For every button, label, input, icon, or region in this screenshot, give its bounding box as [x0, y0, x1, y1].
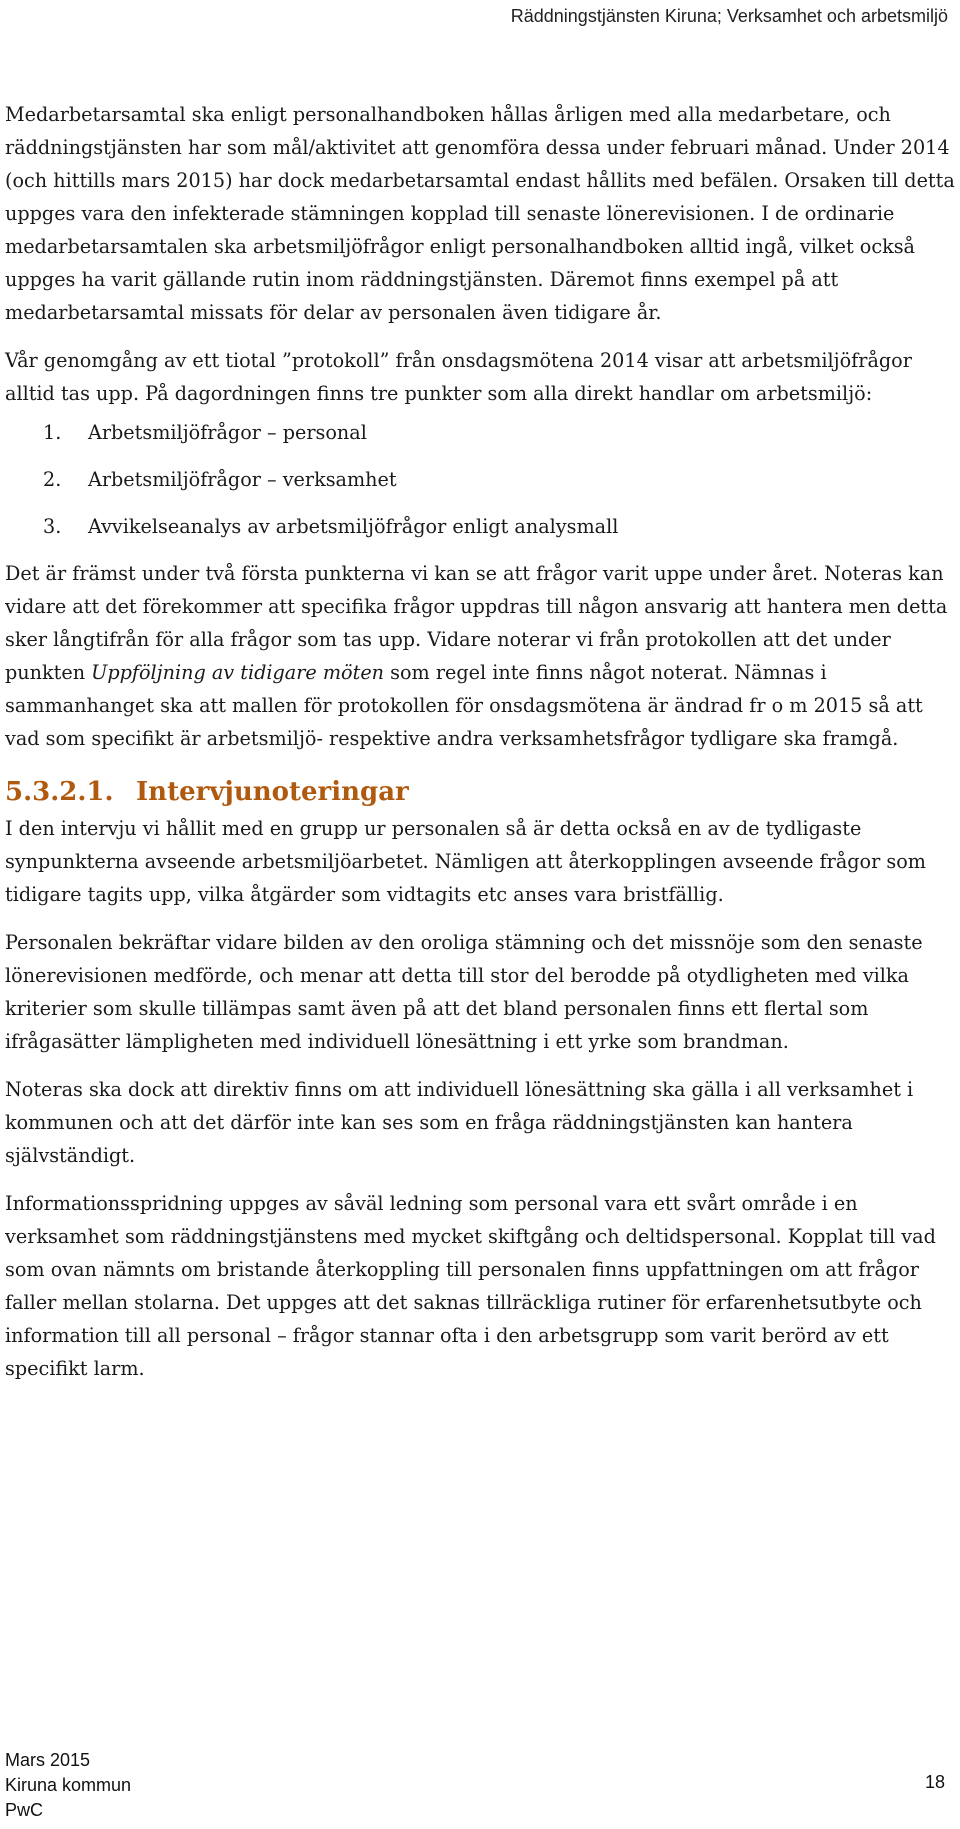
- list-item: [5, 510, 955, 557]
- paragraph-informationsspridning: Informationsspridning uppges av såväl ledning som personal vara ett svårt område i en verksamhet som räddningstjänstens med mycket skiftgång och deltidspersonal. Kopplat till vad som ovan nämnts om bristande återkoppling till personalen finns uppfattningen om att frågor faller mellan stolarna. Det uppges att det saknas tillräckliga rutiner för erfarenhetsutbyte och information till all personal – frågor stannar ofta i den arbetsgrupp som varit berörd av ett specifikt larm.: [5, 1192, 936, 1380]
- list-item-number: 3.: [43, 515, 62, 538]
- paragraph-intervju: I den intervju vi hållit med en grupp ur personalen så är detta också en av de tydligaste synpunkterna avseende arbetsmiljöarbetet. Nämligen att återkopplingen avseende frågor som tidigare tagits upp, vilka åtgärder som vidtagits etc anses vara bristfällig.: [5, 817, 926, 906]
- italic-term: Uppföljning av tidigare möten: [91, 661, 385, 684]
- footer-date: Mars 2015: [5, 1750, 91, 1770]
- list-item-text: Avvikelseanalys av arbetsmiljöfrågor enligt analysmall: [88, 515, 619, 538]
- footer: [5, 1748, 131, 1823]
- list-item: [5, 463, 955, 510]
- list-item: [5, 416, 955, 463]
- footer-client: Kiruna kommun: [5, 1775, 132, 1795]
- list-item-text: Arbetsmiljöfrågor – verksamhet: [88, 468, 397, 491]
- list-item-text: Arbetsmiljöfrågor – personal: [88, 421, 367, 444]
- document-body: [5, 98, 955, 1385]
- list-item-number: 2.: [43, 468, 62, 491]
- running-header: Räddningstjänsten Kiruna; Verksamhet och arbetsmiljö: [510, 6, 948, 26]
- footer-firm: PwC: [5, 1800, 44, 1820]
- paragraph-punkterna-end: som regel inte finns något noterat. Nämnas i sammanhanget ska att mallen för protokollen för onsdagsmötena är ändrad fr o m 2015 så att vad som specifikt är arbetsmiljö- respektive andra verksamhetsfrågor tydligare ska framgå.: [5, 661, 923, 750]
- paragraph-punkterna: [5, 557, 955, 755]
- page-number: 18: [924, 1772, 945, 1792]
- paragraph-personalen: Personalen bekräftar vidare bilden av den oroliga stämning och det missnöje som den senaste lönerevisionen medförde, och menar att detta till stor del berodde på otydligheten med vilka kriterier som skulle tillämpas samt även på att det bland personalen finns ett flertal som ifrågasätter lämpligheten med individuell lönesättning i ett yrke som brandman.: [5, 931, 923, 1053]
- section-title: Intervjunoteringar: [136, 777, 409, 807]
- paragraph-direktiv: Noteras ska dock att direktiv finns om att individuell lönesättning ska gälla i all verksamhet i kommunen och att det därför inte kan ses som en fråga räddningstjänsten kan hantera självständigt.: [5, 1078, 914, 1167]
- paragraph-protokoll: Vår genomgång av ett tiotal ”protokoll” från onsdagsmötena 2014 visar att arbetsmiljöfrågor alltid tas upp. På dagordningen finns tre punkter som alla direkt handlar om arbetsmiljö:: [5, 349, 912, 405]
- section-heading: [5, 775, 955, 809]
- paragraph-medarbetarsamtal: Medarbetarsamtal ska enligt personalhandboken hållas årligen med alla medarbetare, och räddningstjänsten har som mål/aktivitet att genomföra dessa under februari månad. Under 2014 (och hittills mars 2015) har dock medarbetarsamtal endast hållits med befälen. Orsaken till detta uppges vara den infekterade stämningen kopplad till senaste lönerevisionen. I de ordinarie medarbetarsamtalen ska arbetsmiljöfrågor enligt personalhandboken alltid ingå, vilket också uppges ha varit gällande rutin inom räddningstjänsten. Däremot finns exempel på att medarbetarsamtal missats för delar av personalen även tidigare år.: [5, 103, 955, 324]
- section-number: 5.3.2.1.: [5, 777, 114, 807]
- list-item-number: 1.: [43, 421, 62, 444]
- paragraph-punkterna-start: Det är främst under två första punkterna vi kan se att frågor varit uppe under året. Noteras kan vidare att det förekommer att specifika frågor uppdras till någon ansvarig att hantera men detta sker långtifrån för alla frågor som tas upp. Vidare noterar vi från protokollen att det under punkten: [5, 562, 948, 684]
- agenda-list: [5, 416, 955, 557]
